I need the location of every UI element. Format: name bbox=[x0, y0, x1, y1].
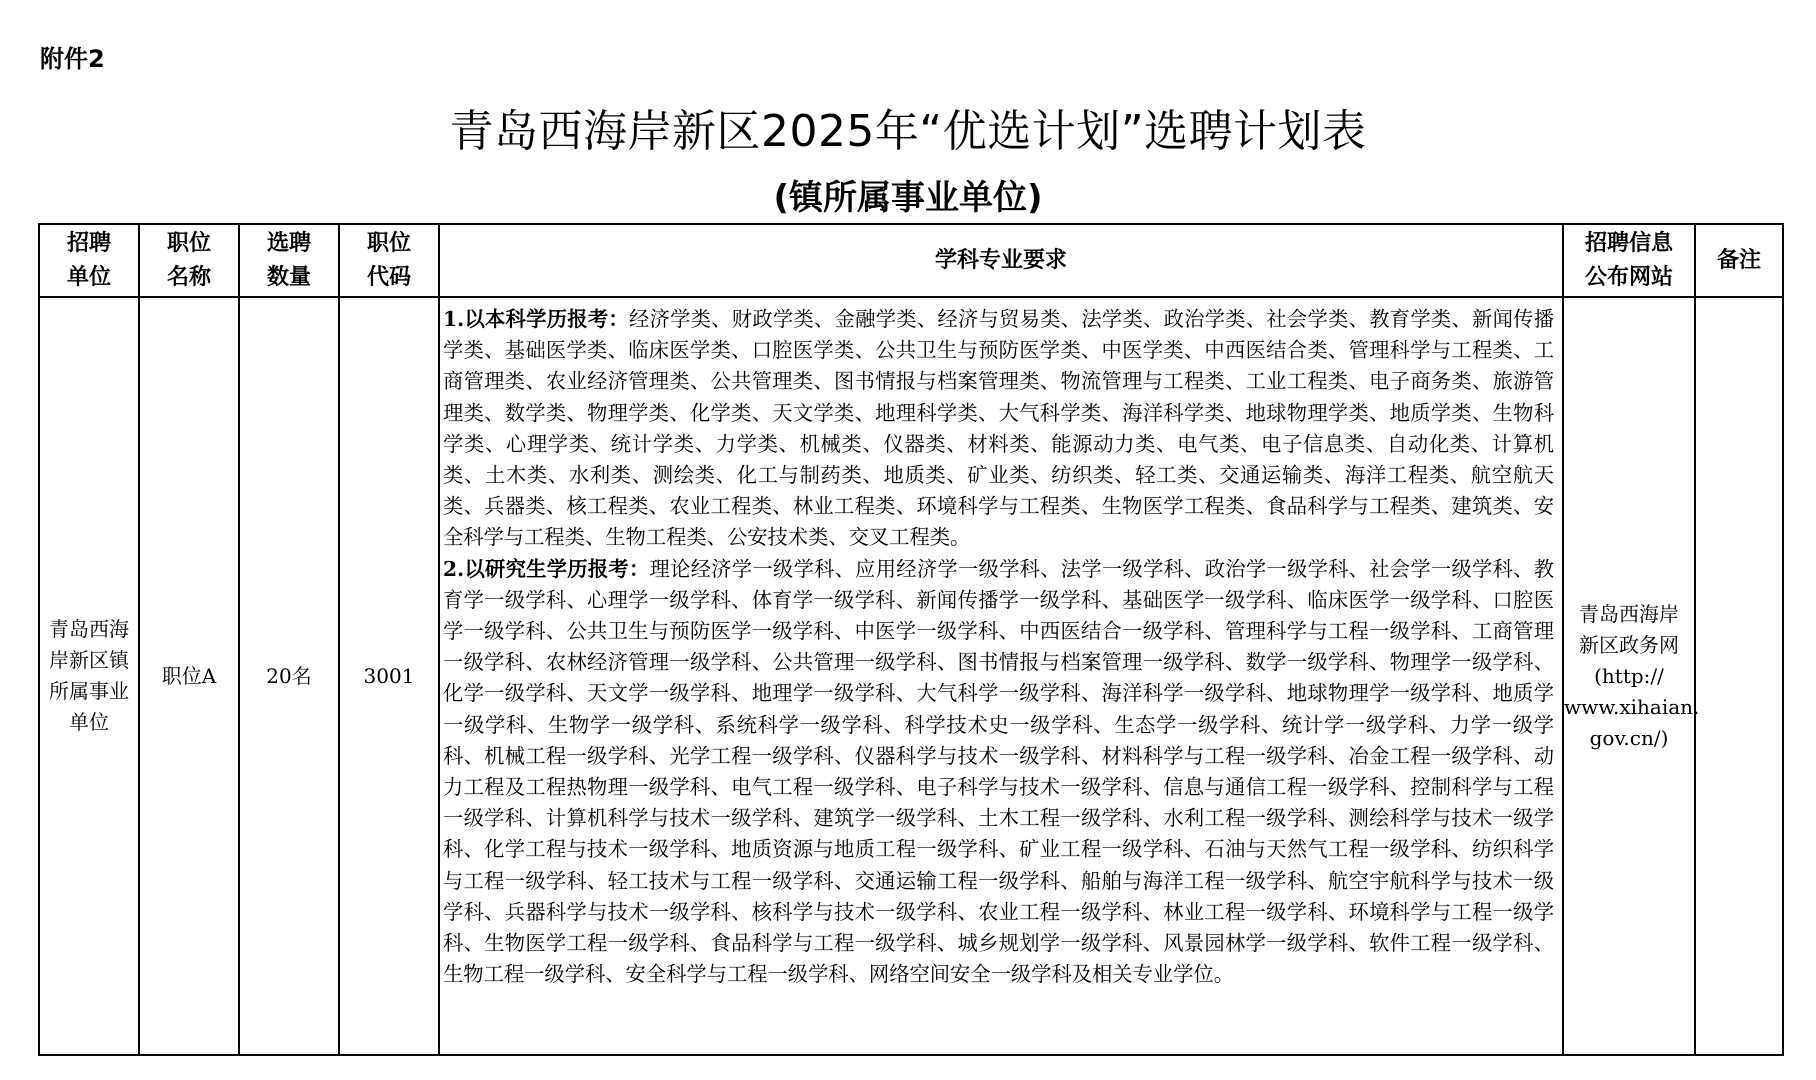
header-remarks: 备注 bbox=[1695, 224, 1783, 297]
header-unit-line-1: 招聘 bbox=[66, 230, 111, 256]
header-quantity bbox=[239, 224, 339, 297]
header-quantity-line-2: 数量 bbox=[266, 264, 311, 290]
header-website-line-2: 公布网站 bbox=[1584, 264, 1673, 290]
grad-majors: 理论经济学一级学科、应用经济学一级学科、法学一级学科、政治学一级学科、社会学一级学科、教育学一级学科、心理学一级学科、体育学一级学科、新闻传播学一级学科、基础医学一级学科、临床医学一级学科、口腔医学一级学科、公共卫生与预防医学一级学科、中医学一级学科、中西医结合一级学科、管理科学与工程一级学科、工商管理一级学科、农林经济管理一级学科、公共管理一级学科、图书情报与档案管理一级学科、数学一级学科、物理学一级学科、化学一级学科、天文学一级学科、地理学一级学科、大气科学一级学科、海洋科学一级学科、地球物理学一级学科、地质学一级学科、生物学一级学科、系统科学一级学科、科学技术史一级学科、生态学一级学科、统计学一级学科、力学一级学科、机械工程一级学科、光学工程一级学科、仪器科学与技术一级学科、材料科学与工程一级学科、冶金工程一级学科、动力工程及工程热物理一级学科、电气工程一级学科、电子科学与技术一级学科、信息与通信工程一级学科、控制科学与工程一级学科、计算机科学与技术一级学科、建筑学一级学科、土木工程一级学科、水利工程一级学科、测绘科学与技术一级学科、化学工程与技术一级学科、地质资源与地质工程一级学科、矿业工程一级学科、石油与天然气工程一级学科、纺织科学与工程一级学科、轻工技术与工程一级学科、交通运输工程一级学科、船舶与海洋工程一级学科、航空宇航科学与技术一级学科、兵器科学与技术一级学科、核科学与技术一级学科、农业工程一级学科、林业工程一级学科、环境科学与工程一级学科、生物医学工程一级学科、食品科学与工程一级学科、城乡规划学一级学科、风景园林学一级学科、软件工程一级学科、生物工程一级学科、安全科学与工程一级学科、网络空间安全一级学科及相关专业学位。 bbox=[443, 556, 1554, 987]
grad-requirements bbox=[443, 554, 1554, 991]
header-website bbox=[1563, 224, 1695, 297]
cell-unit: 青岛西海岸新区镇所属事业单位 bbox=[39, 297, 139, 1055]
undergrad-label: 1.以本科学历报考： bbox=[443, 307, 629, 331]
header-position-name-line-1: 职位 bbox=[166, 230, 211, 256]
header-quantity-line-1: 选聘 bbox=[266, 230, 311, 256]
header-position-name-line-2: 名称 bbox=[166, 264, 211, 290]
table-row bbox=[39, 297, 1783, 1055]
cell-quantity: 20名 bbox=[239, 297, 339, 1055]
undergrad-majors: 经济学类、财政学类、金融学类、经济与贸易类、法学类、政治学类、社会学类、教育学类、新闻传播学类、基础医学类、临床医学类、口腔医学类、公共卫生与预防医学类、中医学类、中西医结合类、管理科学与工程类、工商管理类、农业经济管理类、公共管理类、图书情报与档案管理类、物流管理与工程类、工业工程类、电子商务类、旅游管理类、数学类、物理学类、化学类、天文学类、地理科学类、大气科学类、海洋科学类、地球物理学类、地质学类、生物科学类、心理学类、统计学类、力学类、机械类、仪器类、材料类、能源动力类、电气类、电子信息类、自动化类、计算机类、土木类、水利类、测绘类、化工与制药类、地质类、矿业类、纺织类、轻工类、交通运输类、海洋工程类、航空航天类、兵器类、核工程类、农业工程类、林业工程类、环境科学与工程类、生物医学工程类、食品科学与工程类、建筑类、安全科学与工程类、生物工程类、公安技术类、交叉工程类。 bbox=[443, 307, 1554, 550]
header-position-code-line-2: 代码 bbox=[366, 264, 411, 290]
website-line-3: (http:// bbox=[1594, 663, 1664, 688]
cell-position-name: 职位A bbox=[139, 297, 239, 1055]
document-title: 青岛西海岸新区2025年“优选计划”选聘计划表 bbox=[449, 106, 1367, 157]
table-header-row bbox=[39, 224, 1783, 297]
header-position-code-line-1: 职位 bbox=[366, 230, 411, 256]
header-requirements: 学科专业要求 bbox=[439, 224, 1563, 297]
cell-website bbox=[1563, 297, 1700, 1055]
attachment-label: 附件2 bbox=[40, 45, 105, 73]
header-unit bbox=[39, 224, 139, 297]
website-line-2: 新区政务网 bbox=[1579, 632, 1679, 657]
cell-position-code: 3001 bbox=[339, 297, 439, 1055]
undergrad-requirements bbox=[443, 304, 1554, 554]
website-line-4: www.xihaian. bbox=[1564, 694, 1700, 719]
grad-label: 2.以研究生学历报考： bbox=[443, 556, 650, 581]
document-subtitle: (镇所属事业单位) bbox=[773, 178, 1043, 218]
website-line-1: 青岛西海岸 bbox=[1579, 601, 1679, 626]
cell-requirements bbox=[439, 297, 1563, 1055]
cell-remarks bbox=[1695, 297, 1783, 1055]
header-position-code bbox=[339, 224, 439, 297]
recruitment-plan-table bbox=[38, 223, 1784, 1056]
website-line-5: gov.cn/) bbox=[1589, 725, 1669, 750]
header-unit-line-2: 单位 bbox=[66, 264, 111, 290]
header-website-line-1: 招聘信息 bbox=[1584, 230, 1673, 256]
header-position-name bbox=[139, 224, 239, 297]
